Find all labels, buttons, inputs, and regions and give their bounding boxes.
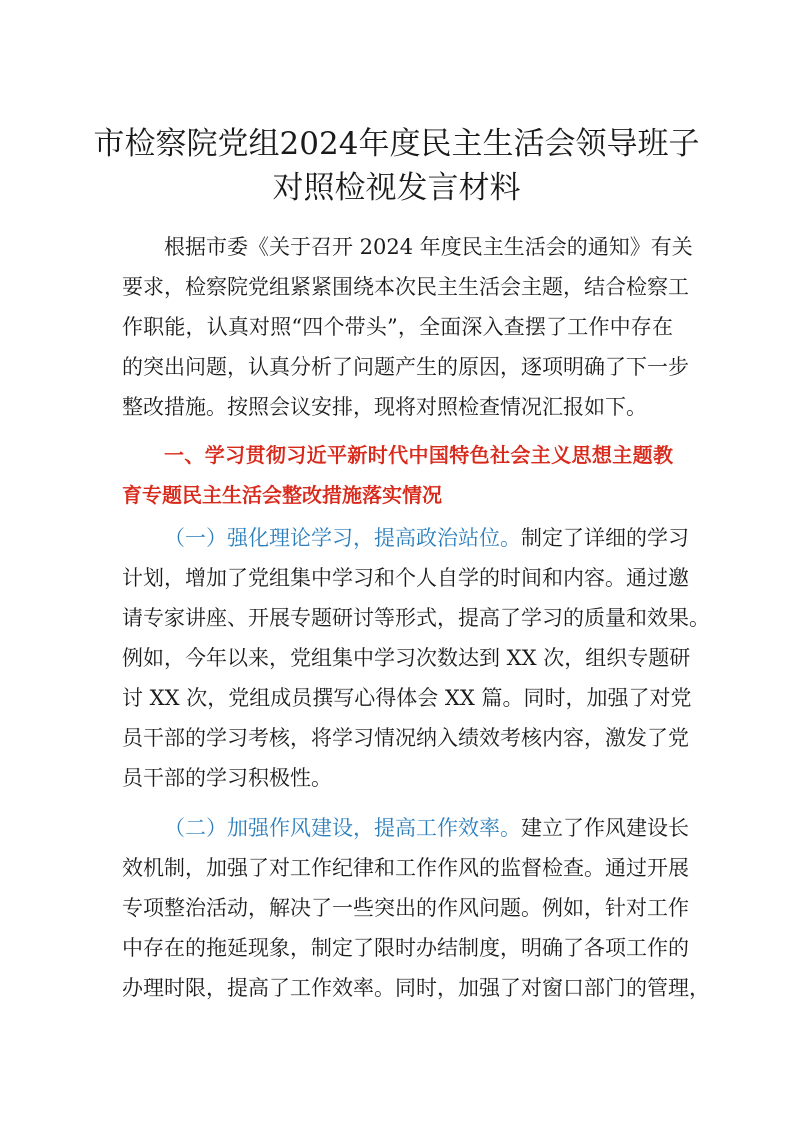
subsection-text: 制定了详细的学习 xyxy=(521,526,689,550)
intro-line: 的突出问题，认真分析了问题产生的原因，逐项明确了下一步 xyxy=(122,355,689,379)
subsection-heading: （一）强化理论学习，提高政治站位。 xyxy=(164,526,521,550)
intro-line: 整改措施。按照会议安排，现将对照检查情况汇报如下。 xyxy=(122,395,647,419)
body-line: 员干部的学习考核，将学习情况纳入绩效考核内容，激发了党 xyxy=(122,726,689,750)
body-line: 讨 XX 次，党组成员撰写心得体会 XX 篇。同时，加强了对党 xyxy=(122,686,692,710)
intro-line: 作职能，认真对照“四个带头”，全面深入查摆了工作中存在 xyxy=(122,315,673,339)
document-title-line-2: 对照检视发言材料 xyxy=(272,170,521,206)
body-line: 办理时限，提高了工作效率。同时，加强了对窗口部门的管理， xyxy=(122,976,710,1000)
body-line: 中存在的拖延现象，制定了限时办结制度，明确了各项工作的 xyxy=(122,936,689,960)
section-heading: 育专题民主生活会整改措施落实情况 xyxy=(122,483,442,507)
subsection-text: 建立了作风建设长 xyxy=(521,816,689,840)
subsection-first-line xyxy=(164,813,689,843)
body-line: 专项整治活动，解决了一些突出的作风问题。例如，针对工作 xyxy=(122,896,689,920)
body-line: 计划，增加了党组集中学习和个人自学的时间和内容。通过邀 xyxy=(122,566,689,590)
intro-line: 根据市委《关于召开 2024 年度民主生活会的通知》有关 xyxy=(164,235,693,259)
body-line: 员干部的学习积极性。 xyxy=(122,766,332,790)
section-heading: 一、学习贯彻习近平新时代中国特色社会主义思想主题教 xyxy=(164,443,673,467)
body-line: 例如，今年以来，党组集中学习次数达到 XX 次，组织专题研 xyxy=(122,646,691,670)
body-line: 请专家讲座、开展专题研讨等形式，提高了学习的质量和效果。 xyxy=(122,606,710,630)
subsection-heading: （二）加强作风建设，提高工作效率。 xyxy=(164,816,521,840)
body-line: 效机制，加强了对工作纪律和工作作风的监督检查。通过开展 xyxy=(122,856,689,880)
document-title-line-1: 市检察院党组2024年度民主生活会领导班子 xyxy=(93,126,700,162)
subsection-first-line xyxy=(164,523,689,553)
intro-line: 要求，检察院党组紧紧围绕本次民主生活会主题，结合检察工 xyxy=(122,275,689,299)
